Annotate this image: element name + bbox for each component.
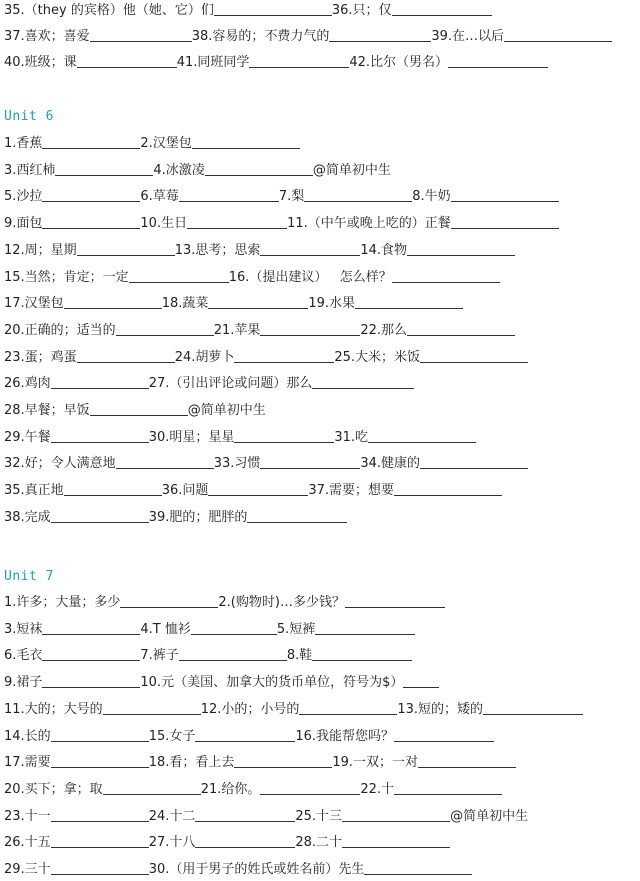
item-label: 36.问题 — [161, 483, 209, 498]
exercise-item — [4, 26, 192, 48]
exercise-row — [4, 0, 640, 22]
exercise-item — [149, 832, 296, 854]
item-label: 32.好；令人满意地 — [4, 456, 116, 471]
exercise-item — [4, 645, 140, 667]
answer-blank[interactable] — [394, 779, 502, 795]
item-label: 30.（用于男子的姓氏或姓名前）先生 — [148, 862, 365, 877]
item-label: 4.T 恤衫 — [140, 622, 191, 637]
item-label: 10.生日 — [140, 216, 188, 231]
item-label: 26.鸡肉 — [4, 376, 51, 391]
exercise-item — [175, 347, 335, 369]
item-label: 29.午餐 — [4, 430, 51, 445]
answer-blank[interactable] — [420, 453, 528, 469]
answer-blank[interactable] — [260, 320, 360, 336]
item-label: 35.真正地 — [4, 483, 64, 498]
answer-blank[interactable] — [420, 347, 528, 363]
exercise-item — [175, 240, 361, 262]
answer-blank[interactable] — [392, 0, 492, 16]
answer-blank[interactable] — [329, 26, 431, 42]
item-label: 17.汉堡包 — [4, 296, 64, 311]
answer-blank[interactable] — [247, 507, 347, 523]
exercise-item — [295, 806, 450, 828]
exercise-row — [4, 400, 640, 422]
answer-blank[interactable] — [77, 240, 175, 256]
exercise-item — [218, 592, 445, 614]
exercise-row — [4, 699, 640, 721]
exercise-row — [4, 186, 640, 208]
exercise-item — [332, 0, 492, 22]
item-label: 17.需要 — [4, 755, 51, 770]
answer-blank[interactable] — [299, 699, 397, 715]
exercise-row — [4, 779, 640, 801]
exercise-item — [4, 726, 149, 748]
exercise-row — [4, 213, 640, 235]
item-label: 39.在…以后 — [431, 29, 505, 44]
answer-blank[interactable] — [195, 832, 295, 848]
exercise-item — [397, 699, 583, 721]
exercise-row — [4, 160, 640, 182]
item-label: @简单初中生 — [187, 403, 266, 418]
exercise-item — [4, 832, 149, 854]
item-label: 3.西红柿 — [4, 163, 56, 178]
item-label: 35.（they 的宾格）他（她、它）们 — [4, 3, 214, 18]
exercise-item — [4, 186, 140, 208]
answer-blank[interactable] — [51, 806, 149, 822]
exercise-item — [4, 480, 162, 502]
answer-blank[interactable] — [42, 619, 140, 635]
exercise-item — [4, 133, 140, 155]
exercise-row — [4, 592, 640, 614]
exercise-row — [4, 427, 640, 449]
item-label: 18.看；看上去 — [148, 755, 235, 770]
exercise-item — [149, 806, 296, 828]
item-label: 24.十二 — [148, 809, 196, 824]
exercise-row — [4, 726, 640, 748]
item-label: 41.同班同学 — [176, 55, 250, 70]
item-label: @简单初中生 — [312, 163, 391, 178]
exercise-item — [188, 400, 266, 422]
exercise-item — [4, 213, 140, 235]
exercise-row — [4, 26, 640, 48]
exercise-item — [4, 347, 175, 369]
exercise-item — [229, 267, 500, 289]
exercise-item — [313, 160, 391, 182]
exercise-item — [4, 267, 229, 289]
item-label: 11.大的；大号的 — [4, 702, 103, 717]
exercise-item — [140, 186, 278, 208]
exercise-item — [4, 806, 149, 828]
answer-blank[interactable] — [103, 779, 201, 795]
exercise-item — [4, 859, 149, 881]
answer-blank[interactable] — [179, 645, 287, 661]
exercise-item — [4, 752, 149, 774]
exercise-item — [162, 480, 309, 502]
item-label: 8.牛奶 — [412, 189, 451, 204]
answer-blank[interactable] — [179, 186, 279, 202]
answer-blank[interactable] — [208, 293, 308, 309]
exercise-row — [4, 507, 640, 529]
answer-blank[interactable] — [195, 726, 295, 742]
answer-blank[interactable] — [116, 320, 214, 336]
exercise-item — [360, 453, 528, 475]
exercise-row — [4, 672, 640, 694]
item-label: 21.苹果 — [213, 323, 261, 338]
item-label: 31.吃 — [334, 430, 369, 445]
answer-blank[interactable] — [42, 645, 140, 661]
item-label: 18.蔬菜 — [161, 296, 209, 311]
answer-blank[interactable] — [355, 293, 463, 309]
answer-blank[interactable] — [51, 427, 149, 443]
answer-blank[interactable] — [187, 213, 287, 229]
exercise-row — [4, 267, 640, 289]
answer-blank[interactable] — [214, 0, 332, 16]
exercise-item — [214, 453, 361, 475]
answer-blank[interactable] — [342, 832, 450, 848]
exercise-row — [4, 453, 640, 475]
exercise-item — [4, 779, 201, 801]
exercise-row — [4, 293, 640, 315]
item-label: 23.蛋；鸡蛋 — [4, 350, 77, 365]
exercise-item — [334, 427, 476, 449]
answer-blank[interactable] — [51, 507, 149, 523]
exercise-item — [412, 186, 558, 208]
item-label: 25.十三 — [295, 809, 343, 824]
item-label: 12.周；星期 — [4, 243, 77, 258]
item-label: 6.毛衣 — [4, 648, 43, 663]
answer-blank[interactable] — [55, 160, 153, 176]
exercise-item — [140, 213, 287, 235]
exercise-item — [4, 0, 332, 22]
exercise-item — [295, 832, 450, 854]
exercise-item — [287, 645, 412, 667]
exercise-item — [214, 320, 361, 342]
item-label: 2.汉堡包 — [140, 136, 192, 151]
item-label: 19.一双；一对 — [332, 755, 419, 770]
item-label: 3.短袜 — [4, 622, 43, 637]
item-label: 14.长的 — [4, 729, 51, 744]
item-label: 27.十八 — [148, 835, 196, 850]
answer-blank[interactable] — [260, 779, 360, 795]
item-label: 39.肥的；肥胖的 — [148, 510, 248, 525]
exercise-item — [360, 779, 502, 801]
answer-blank[interactable] — [90, 26, 192, 42]
item-label: 10.元（美国、加拿大的货币单位，符号为$） — [140, 675, 404, 690]
exercise-item — [4, 52, 177, 74]
answer-blank[interactable] — [504, 26, 612, 42]
item-label: 2.(购物时)…多少钱？ — [218, 595, 345, 610]
exercise-item — [4, 373, 149, 395]
answer-blank[interactable] — [51, 752, 149, 768]
exercise-item — [4, 427, 149, 449]
item-label: 9.面包 — [4, 216, 43, 231]
answer-blank[interactable] — [342, 806, 450, 822]
answer-blank[interactable] — [448, 52, 548, 68]
exercise-item — [4, 592, 218, 614]
answer-blank[interactable] — [234, 347, 334, 363]
exercise-item — [349, 52, 548, 74]
item-label: 22.十 — [360, 782, 395, 797]
answer-blank[interactable] — [407, 240, 515, 256]
item-label: 5.短裤 — [276, 622, 316, 637]
answer-blank[interactable] — [418, 752, 516, 768]
exercise-item — [360, 240, 515, 262]
exercise-item — [140, 672, 439, 694]
exercise-item — [201, 779, 361, 801]
exercise-item — [4, 320, 214, 342]
item-label: 22.那么 — [360, 323, 408, 338]
item-label: 12.小的；小号的 — [200, 702, 300, 717]
item-label: 38.容易的；不费力气的 — [191, 29, 330, 44]
exercise-item — [140, 133, 299, 155]
answer-blank[interactable] — [51, 726, 149, 742]
item-label: 36.只；仅 — [331, 3, 392, 18]
exercise-row — [4, 347, 640, 369]
answer-blank[interactable] — [116, 453, 214, 469]
exercise-row — [4, 752, 640, 774]
item-label: 21.给你。 — [200, 782, 261, 797]
exercise-item — [332, 752, 516, 774]
answer-blank[interactable] — [42, 213, 140, 229]
answer-blank[interactable] — [129, 267, 229, 283]
item-label: 9.裙子 — [4, 675, 43, 690]
item-label: 34.健康的 — [360, 456, 421, 471]
exercise-row — [4, 320, 640, 342]
answer-blank[interactable] — [315, 619, 415, 635]
answer-blank[interactable] — [392, 267, 500, 283]
item-label: 4.冰激凌 — [153, 163, 205, 178]
item-label: 26.十五 — [4, 835, 51, 850]
answer-blank[interactable] — [312, 373, 414, 389]
answer-blank[interactable] — [451, 213, 559, 229]
exercise-item — [308, 480, 502, 502]
exercise-item — [149, 859, 473, 881]
exercise-row — [4, 52, 640, 74]
exercise-row — [4, 806, 640, 828]
answer-blank[interactable] — [64, 293, 162, 309]
item-label: 25.大米；米饭 — [334, 350, 421, 365]
answer-blank[interactable] — [205, 160, 313, 176]
item-label: 24.胡萝卜 — [174, 350, 235, 365]
exercise-item — [192, 26, 432, 48]
exercise-item — [360, 320, 515, 342]
answer-blank[interactable] — [260, 453, 360, 469]
item-label: 13.短的；矮的 — [397, 702, 484, 717]
exercise-item — [153, 160, 312, 182]
item-label: 1.香蕉 — [4, 136, 43, 151]
item-label: 15.女子 — [148, 729, 196, 744]
answer-blank[interactable] — [249, 52, 349, 68]
answer-blank[interactable] — [451, 186, 559, 202]
answer-blank[interactable] — [192, 133, 300, 149]
exercise-item — [140, 619, 276, 641]
exercise-item — [140, 645, 286, 667]
item-label: 7.梨 — [278, 189, 305, 204]
exercise-item — [4, 160, 153, 182]
answer-blank[interactable] — [77, 52, 177, 68]
exercise-item — [149, 427, 335, 449]
answer-blank[interactable] — [394, 480, 502, 496]
answer-blank[interactable] — [51, 373, 149, 389]
item-label: 14.食物 — [360, 243, 408, 258]
item-label: 15.当然；肯定；一定 — [4, 270, 129, 285]
exercise-item — [4, 293, 162, 315]
exercise-item — [4, 400, 188, 422]
answer-blank[interactable] — [483, 699, 583, 715]
answer-blank[interactable] — [312, 645, 412, 661]
answer-blank[interactable] — [64, 480, 162, 496]
exercise-item — [177, 52, 350, 74]
exercise-item — [149, 373, 415, 395]
answer-blank[interactable] — [51, 832, 149, 848]
answer-blank[interactable] — [407, 320, 515, 336]
item-label: 11.（中午或晚上吃的）正餐 — [287, 216, 451, 231]
item-label: 42.比尔（男名） — [349, 55, 449, 70]
item-label: 16.（提出建议） 怎么样？ — [228, 270, 392, 285]
answer-blank[interactable] — [42, 672, 140, 688]
section-heading: Unit 7 — [4, 569, 54, 584]
exercise-row — [4, 480, 640, 502]
answer-blank[interactable] — [120, 592, 218, 608]
answer-blank[interactable] — [304, 186, 412, 202]
item-label: 28.二十 — [295, 835, 343, 850]
exercise-item — [295, 726, 494, 748]
answer-blank[interactable] — [103, 699, 201, 715]
answer-blank[interactable] — [345, 592, 445, 608]
item-label: 19.水果 — [308, 296, 356, 311]
exercise-item — [450, 806, 528, 828]
exercise-row — [4, 240, 640, 262]
exercise-item — [4, 672, 140, 694]
item-label: 13.思考；思索 — [174, 243, 261, 258]
item-label: 23.十一 — [4, 809, 51, 824]
exercise-item — [4, 619, 140, 641]
item-label: 20.买下；拿；取 — [4, 782, 103, 797]
exercise-row — [4, 832, 640, 854]
item-label: 16.我能帮您吗？ — [295, 729, 395, 744]
item-label: 20.正确的；适当的 — [4, 323, 116, 338]
item-label: 27.（引出评论或问题）那么 — [148, 376, 313, 391]
answer-blank[interactable] — [42, 186, 140, 202]
exercise-item — [4, 453, 214, 475]
item-label: 40.班级；课 — [4, 55, 77, 70]
answer-blank[interactable] — [90, 400, 188, 416]
exercise-item — [277, 619, 415, 641]
item-label: 29.三十 — [4, 862, 51, 877]
exercise-item — [334, 347, 528, 369]
answer-blank[interactable] — [195, 806, 295, 822]
exercise-item — [4, 699, 201, 721]
item-label: 1.许多；大量；多少 — [4, 595, 121, 610]
answer-blank[interactable] — [368, 427, 476, 443]
answer-blank[interactable] — [234, 427, 334, 443]
item-label: 30.明星；星星 — [148, 430, 235, 445]
exercise-item — [149, 752, 333, 774]
answer-blank[interactable] — [77, 347, 175, 363]
exercise-row — [4, 619, 640, 641]
answer-blank[interactable] — [403, 672, 439, 688]
item-label: 37.喜欢；喜爱 — [4, 29, 90, 44]
answer-blank[interactable] — [260, 240, 360, 256]
exercise-item — [279, 186, 412, 208]
exercise-item — [287, 213, 559, 235]
exercise-item — [149, 507, 348, 529]
item-label: 7.裤子 — [140, 648, 179, 663]
item-label: 37.需要；想要 — [308, 483, 395, 498]
section-heading: Unit 6 — [4, 109, 54, 124]
exercise-row — [4, 859, 640, 881]
item-label: 8.鞋 — [286, 648, 313, 663]
exercise-item — [201, 699, 398, 721]
item-label: 5.沙拉 — [4, 189, 43, 204]
exercise-item — [4, 240, 175, 262]
exercise-item — [149, 726, 296, 748]
exercise-row — [4, 373, 640, 395]
exercise-item — [308, 293, 463, 315]
answer-blank[interactable] — [364, 859, 472, 875]
answer-blank[interactable] — [234, 752, 332, 768]
item-label: @简单初中生 — [450, 809, 529, 824]
item-label: 38.完成 — [4, 510, 51, 525]
exercise-item — [162, 293, 309, 315]
exercise-row — [4, 133, 640, 155]
answer-blank[interactable] — [394, 726, 494, 742]
answer-blank[interactable] — [42, 133, 140, 149]
answer-blank[interactable] — [208, 480, 308, 496]
item-label: 33.习惯 — [213, 456, 261, 471]
item-label: 28.早餐；早饭 — [4, 403, 90, 418]
item-label: 6.草莓 — [140, 189, 179, 204]
exercise-item — [431, 26, 612, 48]
exercise-row — [4, 645, 640, 667]
exercise-item — [4, 507, 149, 529]
answer-blank[interactable] — [191, 619, 277, 635]
answer-blank[interactable] — [51, 859, 149, 875]
